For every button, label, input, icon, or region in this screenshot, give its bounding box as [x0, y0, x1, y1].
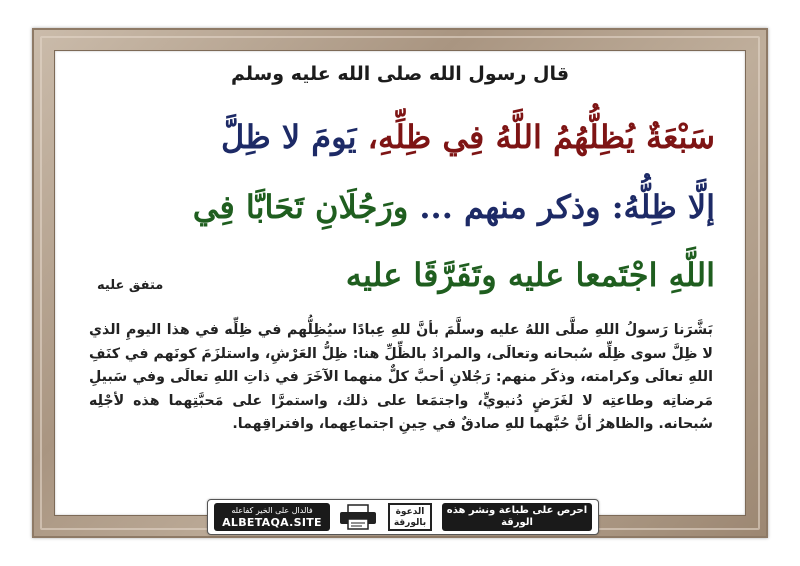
site-url[interactable]: ALBETAQA.SITE — [222, 516, 322, 529]
hadith-text-mid: وذكر منهم ... — [419, 188, 601, 226]
hadith-text-green: ورَجُلَانِ تَحَابَّا فِي — [192, 188, 409, 226]
hadith-intro: قال رسول الله صلى الله عليه وسلم — [230, 63, 570, 85]
hadith-card — [55, 51, 745, 529]
hadith-text-red: سَبْعَةٌ يُظِلُّهُمُ اللَّهُ فِي ظِلِّهِ، — [367, 118, 715, 156]
hadith-text-navy: يَومَ لا ظِلَّ — [221, 118, 357, 156]
footer-banner — [207, 499, 599, 535]
site-badge[interactable] — [214, 503, 330, 531]
hadith-explanation: بَشَّرَنا رَسولُ اللهِ صلَّى اللهُ عليه وسلَّمَ بأنَّ للهِ عِبادًا سيُظِلُّهم في ظِلِّه في هذا اليومِ الذي لا ظِلَّ سوى ظِلِّه سُبحانه وتعالَى، والمرادُ بالظِّلِّ هنا: ظِلُّ العَرْشِ، واستلزَمَ كونَهم في كنَفِ اللهِ تعالَى وكرامته، وذكَر منهم: رَجُلانِ أحبَّ كلٌّ منهما الآخَرَ في ذاتِ اللهِ تعالَى وفي سَبيلِ مَرضاتِه وطاعتِه لا لغَرَضٍ دُنيويٍّ، واجتمَعا على ذلك، واستمرَّا على مَحبَّتِهما هذه لأجْلِه سُبحانه. والظاهرُ أنَّ حُبَّهما للهِ صادقٌ في حِينِ اجتماعِهما، وافتراقِهما. — [89, 322, 713, 432]
dawah-logo: الدعوة بالورقة — [388, 503, 432, 531]
hadith-line-3 — [85, 255, 715, 295]
hadith-source: متفق عليه — [97, 278, 164, 293]
site-tagline: فالدال على الخير كفاعله — [231, 506, 313, 515]
print-notice: احرص على طباعة ونشر هذه الورقة — [442, 503, 592, 531]
hadith-text-navy-2: إلَّا ظِلُّهُ: — [611, 188, 715, 226]
printer-icon — [336, 503, 380, 531]
hadith-text-green-2: اللَّهِ اجْتَمعا عليه وتَفَرَّقَا عليه — [345, 256, 715, 294]
hadith-line-2 — [85, 187, 715, 227]
hadith-line-1 — [85, 117, 715, 157]
